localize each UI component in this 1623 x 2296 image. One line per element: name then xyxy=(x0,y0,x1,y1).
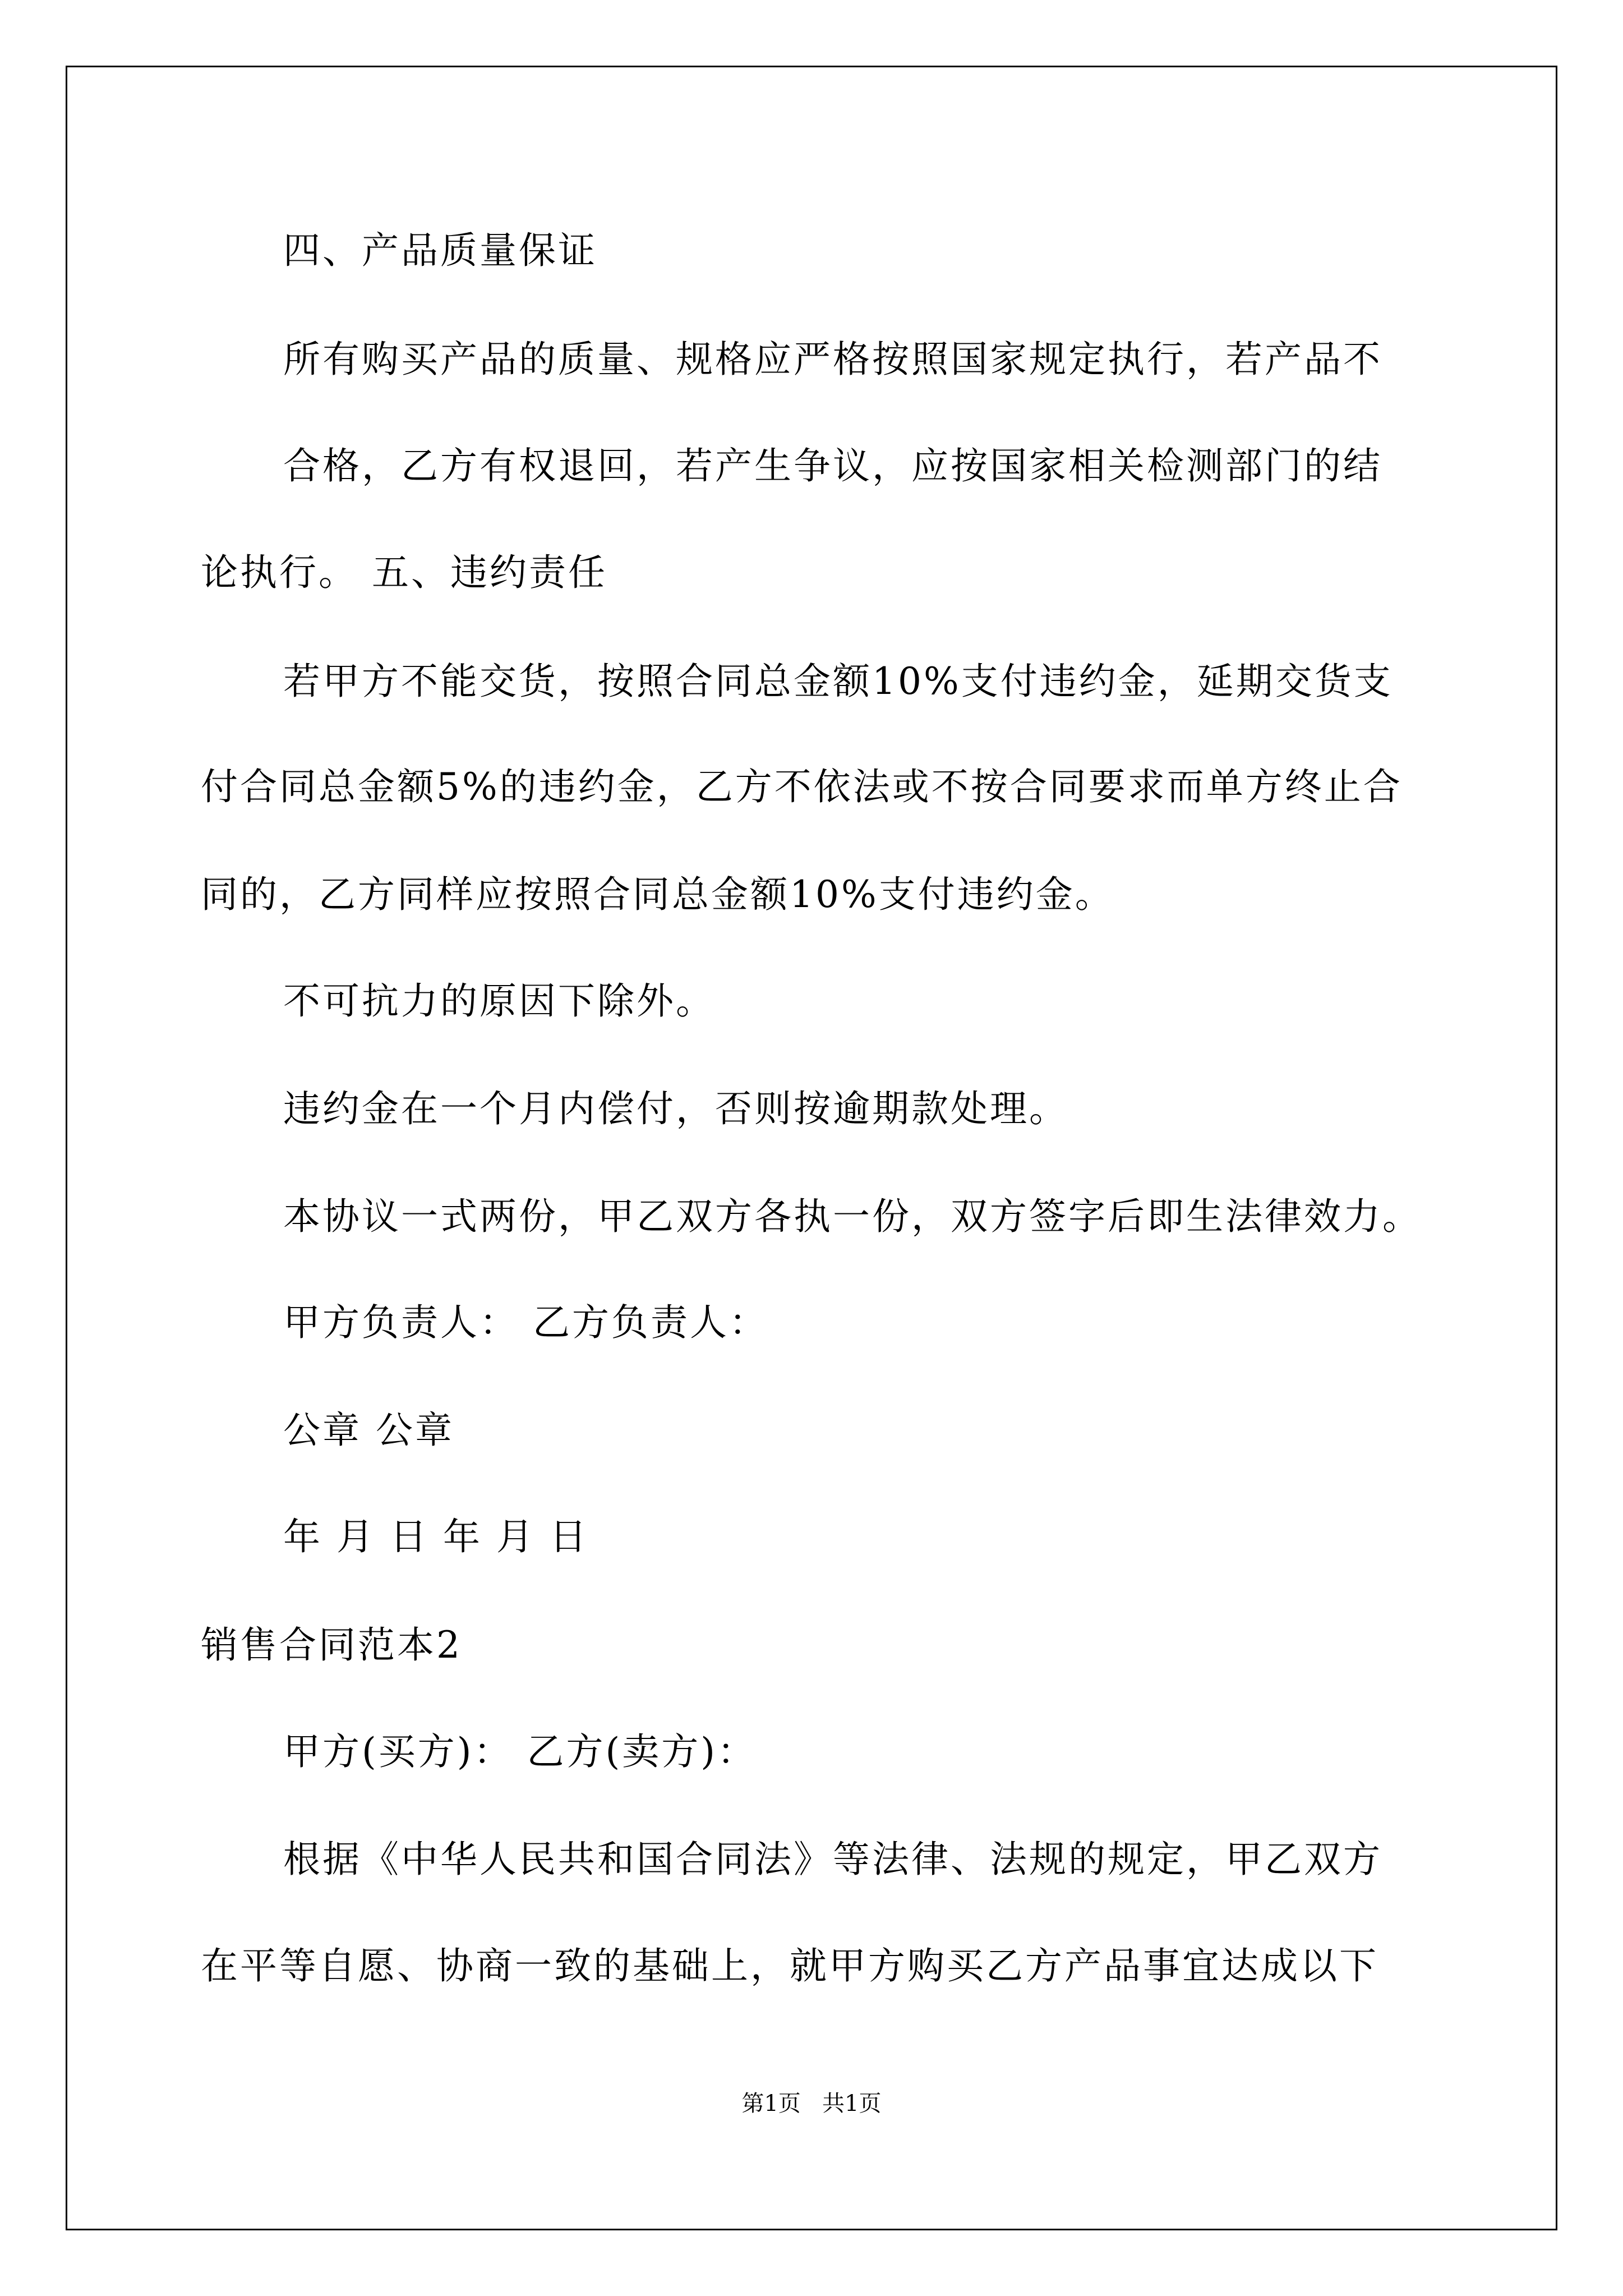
contract-title: 销售合同范本2 xyxy=(201,1623,462,1667)
page-border xyxy=(66,66,1557,2230)
paragraph-line: 付合同总金额5%的违约金，乙方不依法或不按合同要求而单方终止合 xyxy=(201,765,1403,808)
paragraph-line: 论执行。 五、违约责任 xyxy=(201,551,607,594)
date-line: 年 月 日 年 月 日 xyxy=(283,1515,589,1558)
signature-line: 甲方负责人： 乙方负责人： xyxy=(283,1301,768,1344)
paragraph-line: 在平等自愿、协商一致的基础上，就甲方购买乙方产品事宜达成以下 xyxy=(201,1944,1378,1987)
paragraph-line: 根据《中华人民共和国合同法》等法律、法规的规定，甲乙双方 xyxy=(283,1838,1382,1881)
seal-line: 公章 公章 xyxy=(283,1409,454,1452)
section-heading-quality: 四、产品质量保证 xyxy=(283,229,597,272)
paragraph-line: 违约金在一个月内偿付，否则按逾期款处理。 xyxy=(283,1087,1068,1130)
parties-line: 甲方(买方)： 乙方(卖方)： xyxy=(283,1730,757,1773)
paragraph-line: 不可抗力的原因下除外。 xyxy=(283,979,715,1023)
paragraph-line: 所有购买产品的质量、规格应严格按照国家规定执行，若产品不 xyxy=(283,338,1382,381)
paragraph-line: 本协议一式两份，甲乙双方各执一份，双方签字后即生法律效力。 xyxy=(283,1195,1422,1238)
paragraph-line: 若甲方不能交货，按照合同总金额10%支付违约金，延期交货支 xyxy=(283,660,1393,703)
page-number: 第1页 共1页 xyxy=(741,2091,882,2116)
paragraph-line: 同的，乙方同样应按照合同总金额10%支付违约金。 xyxy=(201,873,1114,916)
paragraph-line: 合格，乙方有权退回，若产生争议，应按国家相关检测部门的结 xyxy=(283,444,1382,487)
